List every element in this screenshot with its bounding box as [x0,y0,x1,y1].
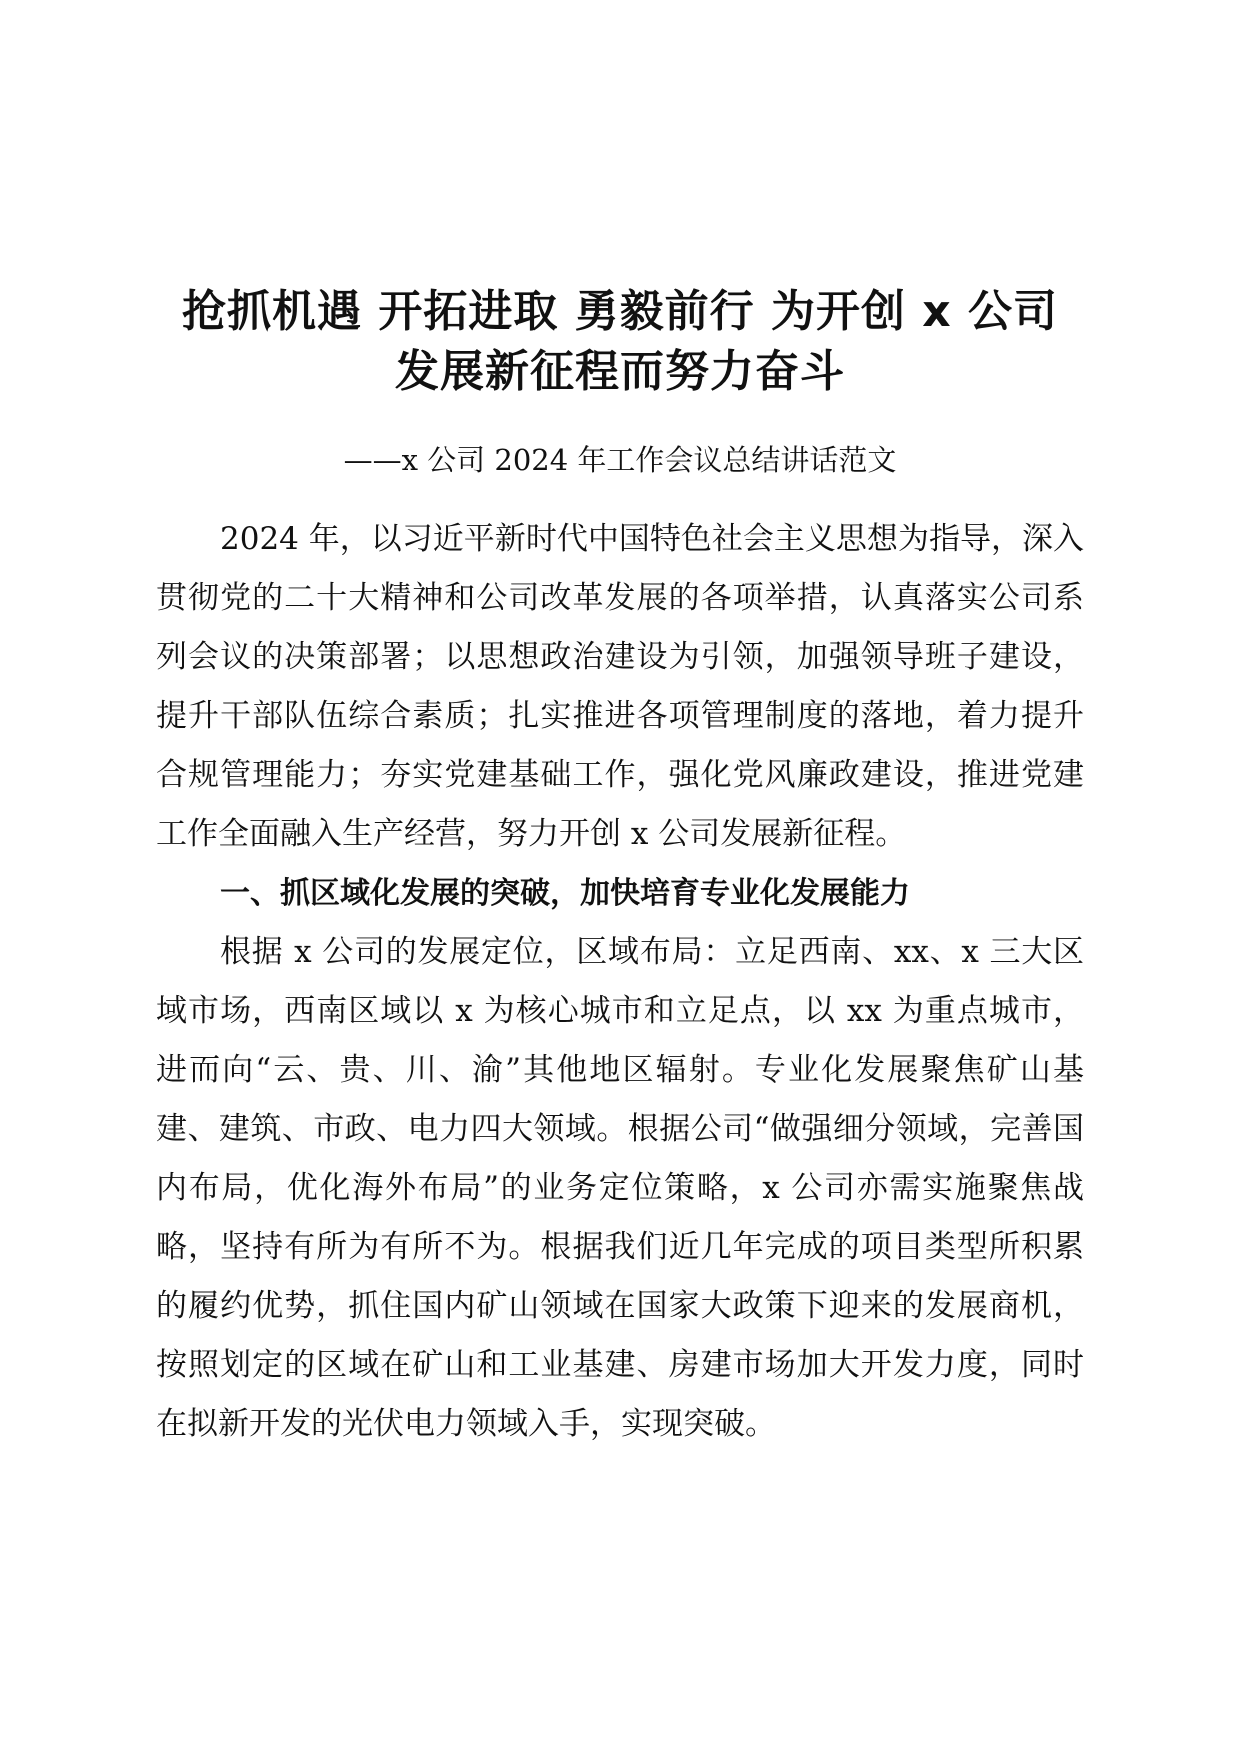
title-line-2: 发展新征程而努力奋斗 [395,346,845,397]
section-1-paragraph: 根据 x 公司的发展定位，区域布局：立足西南、xx、x 三大区域市场，西南区域以 x 为核心城市和立足点，以 xx 为重点城市，进而向“云、贵、川、渝”其他地区辐射。专业化发展聚焦矿山基建、建筑、市政、电力四大领域。根据公司“做强细分领域，完善国内布局，优化海外布局”的业务定位策略，x 公司亦需实施聚焦战略，坚持有所为有所不为。根据我们近几年完成的项目类型所积累的履约优势，抓住国内矿山领域在国家大政策下迎来的发展商机，按照划定的区域在矿山和工业基建、房建市场加大开发力度，同时在拟新开发的光伏电力领域入手，实现突破。 [156,934,1084,1442]
section-heading-1: 一、抓区域化发展的突破，加快培育专业化发展能力 [220,876,910,911]
document-subtitle: ——x 公司 2024 年工作会议总结讲话范文 [343,443,897,477]
document-body [156,510,1084,1454]
title-line-1: 抢抓机遇 开拓进取 勇毅前行 为开创 x 公司 [182,286,1058,337]
intro-paragraph: 2024 年，以习近平新时代中国特色社会主义思想为指导，深入贯彻党的二十大精神和公司改革发展的各项举措，认真落实公司系列会议的决策部署；以思想政治建设为引领，加强领导班子建设，提升干部队伍综合素质；扎实推进各项管理制度的落地，着力提升合规管理能力；夯实党建基础工作，强化党风廉政建设，推进党建工作全面融入生产经营，努力开创 x 公司发展新征程。 [156,521,1084,852]
document-title [150,282,1090,402]
